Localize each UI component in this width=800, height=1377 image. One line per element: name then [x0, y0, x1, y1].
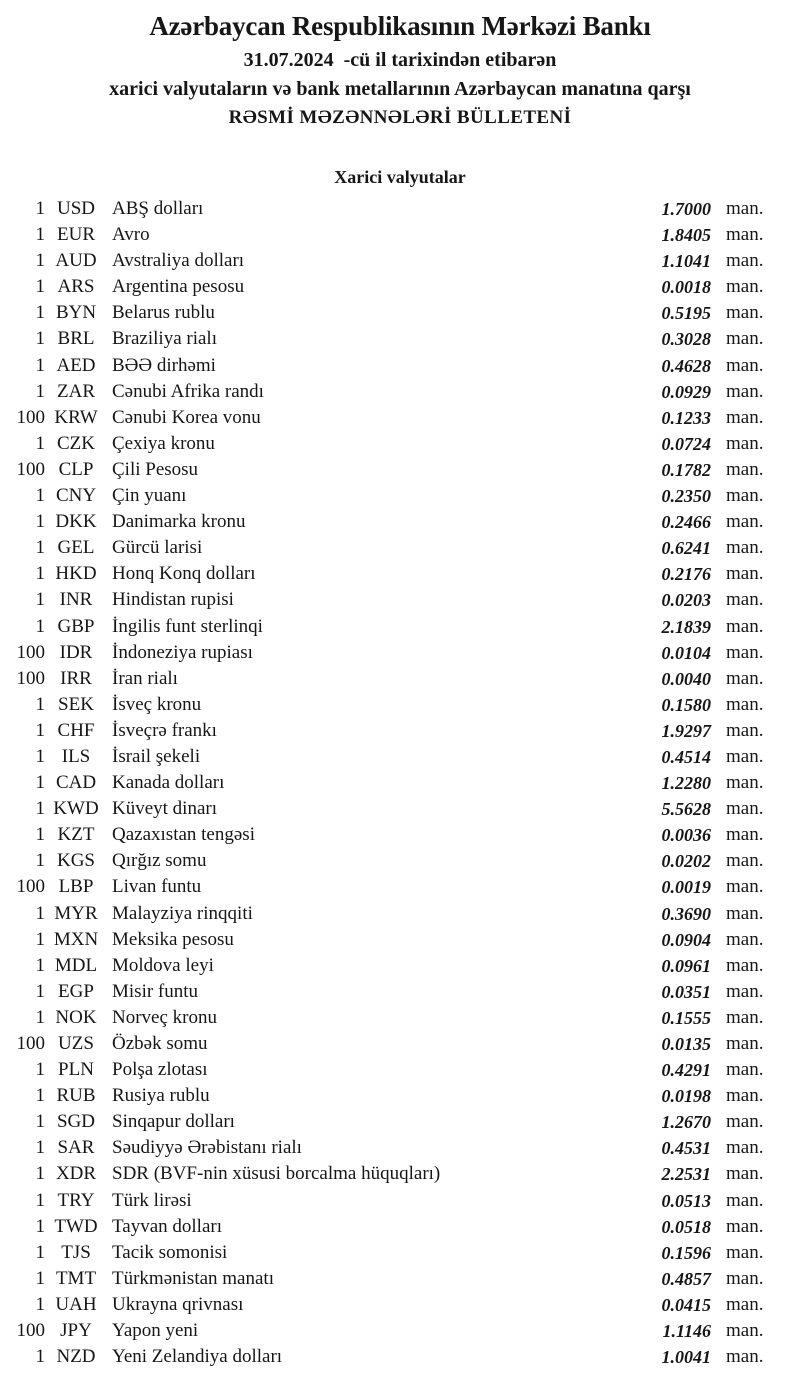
table-row — [0, 927, 800, 953]
currency-code: DKK — [55, 511, 97, 533]
currency-name: Cənubi Korea vonu — [112, 406, 261, 428]
rate-unit: man. — [726, 1033, 764, 1054]
rate-value: 0.4857 — [661, 1268, 711, 1289]
currency-name: Braziliya rialı — [112, 328, 217, 350]
currency-code: IRR — [60, 667, 92, 689]
currency-code: CLP — [58, 458, 94, 480]
currency-name: Avstraliya dolları — [112, 250, 245, 272]
currency-name: Misir funtu — [112, 980, 199, 1002]
currency-name: Çexiya kronu — [112, 432, 215, 454]
rate-value: 1.1041 — [661, 251, 711, 272]
rate-value: 0.0135 — [661, 1034, 711, 1054]
table-row — [0, 822, 800, 848]
quantity: 1 — [35, 563, 45, 585]
table-row — [0, 1214, 800, 1240]
quantity: 100 — [16, 1033, 45, 1054]
rate-value: 0.4531 — [661, 1138, 711, 1159]
table-row — [0, 535, 800, 561]
rate-value: 1.7000 — [661, 199, 711, 219]
rate-unit: man. — [726, 850, 764, 872]
quantity: 1 — [35, 719, 45, 741]
quantity: 1 — [35, 980, 45, 1002]
rate-unit: man. — [726, 719, 764, 741]
rate-unit: man. — [726, 1085, 764, 1107]
rate-unit: man. — [726, 745, 764, 767]
rate-unit: man. — [726, 224, 764, 246]
currency-name: Gürcü larisi — [112, 537, 203, 559]
currency-name: Moldova leyi — [112, 954, 214, 976]
quantity: 1 — [35, 1059, 45, 1081]
rate-value: 0.0202 — [661, 851, 711, 872]
table-row — [0, 1188, 800, 1214]
rate-value: 2.1839 — [661, 616, 711, 637]
quantity: 1 — [35, 1006, 45, 1028]
rate-value: 0.3690 — [661, 903, 711, 924]
quantity: 1 — [35, 511, 45, 533]
table-row — [0, 979, 800, 1005]
rate-unit: man. — [726, 772, 764, 794]
currency-name: İndoneziya rupiası — [112, 641, 253, 663]
currency-code: AED — [56, 354, 96, 376]
rate-value: 0.1580 — [661, 694, 711, 715]
table-row — [0, 196, 800, 222]
currency-code: KWD — [53, 798, 99, 820]
quantity: 100 — [16, 406, 45, 428]
currency-code: BRL — [57, 328, 95, 350]
table-row — [0, 457, 800, 483]
currency-code: ZAR — [57, 380, 95, 402]
rate-unit: man. — [726, 1006, 764, 1028]
currency-name: Cənubi Afrika randı — [112, 380, 264, 402]
currency-code: ARS — [57, 276, 95, 298]
rate-value: 0.0351 — [661, 981, 711, 1002]
currency-code: MYR — [54, 902, 98, 924]
rate-value: 0.4514 — [661, 746, 711, 767]
rate-unit: man. — [726, 380, 764, 402]
rate-value: 1.1146 — [662, 1321, 711, 1342]
quantity: 1 — [35, 380, 45, 402]
bulletin-title: RƏSMİ MƏZƏNNƏLƏRİ BÜLLETENİ — [228, 107, 572, 128]
rate-value: 0.0961 — [661, 955, 711, 976]
rate-value: 1.8405 — [661, 225, 711, 246]
currency-name: Meksika pesosu — [112, 928, 234, 950]
currency-code: EGP — [58, 980, 94, 1002]
rate-unit: man. — [726, 1241, 764, 1263]
currency-name: Avro — [112, 224, 150, 246]
currency-name: Kanada dolları — [112, 772, 225, 794]
table-row — [0, 326, 800, 352]
rate-value: 0.1596 — [661, 1242, 711, 1263]
currency-code: CAD — [55, 772, 97, 794]
currency-name: Hindistan rupisi — [112, 589, 234, 611]
quantity: 1 — [35, 224, 45, 246]
currency-code: SGD — [56, 1111, 95, 1133]
currency-code: CZK — [57, 432, 95, 454]
currency-name: Livan funtu — [112, 876, 202, 898]
currency-name: Ukrayna qrivnası — [112, 1293, 244, 1315]
currency-code: SEK — [58, 693, 94, 715]
currency-code: TRY — [57, 1189, 95, 1211]
quantity: 100 — [16, 667, 45, 689]
table-row — [0, 405, 800, 431]
rate-unit: man. — [726, 302, 764, 324]
quantity: 1 — [35, 589, 45, 611]
rate-unit: man. — [726, 902, 764, 924]
rate-value: 0.0518 — [661, 1216, 711, 1237]
rate-value: 5.5628 — [661, 799, 711, 820]
rate-unit: man. — [726, 276, 764, 298]
quantity: 100 — [16, 876, 45, 898]
quantity: 1 — [35, 1111, 45, 1133]
rate-unit: man. — [726, 458, 764, 480]
table-row — [0, 1135, 800, 1161]
quantity: 1 — [35, 250, 45, 272]
currency-code: SAR — [57, 1137, 95, 1159]
currency-name: İngilis funt sterlinqi — [112, 615, 263, 637]
currency-name: Yeni Zelandiya dolları — [112, 1346, 283, 1368]
currency-code: RUB — [56, 1085, 96, 1107]
currency-code: LBP — [58, 876, 94, 898]
section-title-foreign-currencies: Xarici valyutalar — [334, 167, 466, 187]
table-row — [0, 561, 800, 587]
currency-name: Qırğız somu — [112, 850, 207, 872]
rate-value: 0.5195 — [661, 303, 711, 324]
quantity: 1 — [35, 432, 45, 454]
rate-unit: man. — [726, 432, 764, 454]
table-row — [0, 274, 800, 300]
currency-code: BYN — [55, 302, 97, 324]
currency-name: Qazaxıstan tengəsi — [112, 824, 255, 846]
currency-code: GEL — [57, 537, 95, 559]
table-row — [0, 901, 800, 927]
currency-code: JPY — [60, 1320, 92, 1342]
table-row — [0, 718, 800, 744]
currency-code: KRW — [54, 406, 98, 428]
quantity: 1 — [35, 615, 45, 637]
currency-code: KGS — [56, 850, 95, 872]
rate-unit: man. — [726, 354, 764, 376]
rate-value: 1.0041 — [661, 1347, 711, 1368]
currency-code: GBP — [57, 615, 95, 637]
quantity: 1 — [35, 745, 45, 767]
currency-code: IDR — [59, 641, 93, 663]
rate-unit: man. — [726, 954, 764, 976]
quantity: 1 — [35, 537, 45, 559]
currency-name: ABŞ dolları — [112, 198, 204, 219]
quantity: 1 — [35, 954, 45, 976]
quantity: 1 — [35, 276, 45, 298]
bank-name-title: Azərbaycan Respublikasının Mərkəzi Bankı — [149, 11, 651, 41]
rate-value: 0.4291 — [661, 1060, 711, 1081]
quantity: 1 — [35, 1189, 45, 1211]
currency-name: Honq Konq dolları — [112, 563, 256, 585]
quantity: 100 — [16, 641, 45, 663]
rate-unit: man. — [726, 980, 764, 1002]
quantity: 1 — [35, 1293, 45, 1315]
rate-unit: man. — [726, 406, 764, 428]
currency-code: XDR — [55, 1163, 97, 1185]
rate-unit: man. — [726, 589, 764, 611]
rate-unit: man. — [726, 876, 764, 898]
quantity: 1 — [35, 1346, 45, 1368]
rate-unit: man. — [726, 537, 764, 559]
quantity: 1 — [35, 302, 45, 324]
currency-code: TWD — [54, 1215, 98, 1237]
currency-name: Çin yuanı — [112, 485, 187, 507]
rate-value: 1.2670 — [661, 1112, 711, 1133]
table-row — [0, 587, 800, 613]
currency-code: TMT — [55, 1267, 97, 1289]
rate-value: 0.1233 — [661, 407, 711, 428]
rate-value: 0.0018 — [661, 277, 711, 298]
quantity: 1 — [35, 198, 45, 219]
table-row — [0, 692, 800, 718]
currency-name: Argentina pesosu — [112, 276, 245, 298]
rate-value: 0.0040 — [661, 668, 711, 689]
currency-code: CHF — [57, 719, 95, 741]
rate-unit: man. — [726, 563, 764, 585]
currency-code: AUD — [55, 250, 97, 272]
currency-code: INR — [59, 589, 93, 611]
rate-unit: man. — [726, 641, 764, 663]
quantity: 100 — [16, 1320, 45, 1342]
table-row — [0, 848, 800, 874]
table-row — [0, 614, 800, 640]
quantity: 1 — [35, 1137, 45, 1159]
currency-code: KZT — [57, 824, 95, 846]
bulletin-header — [0, 0, 800, 132]
quantity: 1 — [35, 928, 45, 950]
rate-value: 0.2350 — [661, 486, 711, 507]
rate-unit: man. — [726, 1189, 764, 1211]
rate-value: 0.0415 — [661, 1294, 711, 1315]
table-row — [0, 666, 800, 692]
quantity: 1 — [35, 693, 45, 715]
table-row — [0, 796, 800, 822]
currency-name: BƏƏ dirhəmi — [112, 354, 216, 376]
quantity: 1 — [35, 1085, 45, 1107]
table-row — [0, 509, 800, 535]
currency-name: SDR (BVF-nin xüsusi borcalma hüquqları) — [112, 1163, 441, 1185]
quantity: 1 — [35, 1163, 45, 1185]
table-row — [0, 1344, 800, 1370]
currency-name: Tacik somonisi — [112, 1241, 228, 1263]
rate-unit: man. — [726, 1163, 764, 1185]
rate-value: 0.0036 — [661, 825, 711, 846]
currency-name: Özbək somu — [112, 1033, 208, 1054]
rate-value: 0.0929 — [661, 381, 711, 402]
rate-value: 2.2531 — [661, 1164, 711, 1185]
rate-unit: man. — [726, 1293, 764, 1315]
quantity: 1 — [35, 902, 45, 924]
rate-unit: man. — [726, 511, 764, 533]
rate-value: 0.0104 — [661, 642, 711, 663]
quantity: 100 — [16, 458, 45, 480]
currency-name: Səudiyyə Ərəbistanı rialı — [112, 1137, 302, 1159]
quantity: 1 — [35, 824, 45, 846]
rate-value: 0.0198 — [661, 1086, 711, 1107]
rate-value: 0.3028 — [661, 329, 711, 350]
rate-value: 0.0019 — [661, 877, 711, 898]
currency-name: İran rialı — [112, 667, 178, 689]
currency-name: Sinqapur dolları — [112, 1111, 235, 1133]
rate-unit: man. — [726, 928, 764, 950]
rate-value: 0.2176 — [661, 564, 711, 585]
table-row — [0, 1318, 800, 1344]
currency-code: EUR — [57, 224, 95, 246]
currency-code: USD — [56, 198, 95, 219]
rate-value: 0.6241 — [661, 538, 711, 559]
rate-value: 0.1782 — [661, 459, 711, 480]
rate-value: 0.2466 — [661, 512, 711, 533]
table-row — [0, 1083, 800, 1109]
currency-code: NZD — [56, 1346, 96, 1368]
currency-name: İsveç kronu — [112, 693, 202, 715]
rate-value: 0.4628 — [661, 355, 711, 376]
rate-unit: man. — [726, 1346, 764, 1368]
rates-table — [0, 196, 800, 1370]
currency-name: Malayziya rinqqiti — [112, 902, 253, 924]
quantity: 1 — [35, 850, 45, 872]
rate-unit: man. — [726, 1320, 764, 1342]
currency-code: PLN — [58, 1059, 94, 1081]
rate-unit: man. — [726, 1267, 764, 1289]
rate-unit: man. — [726, 1215, 764, 1237]
effective-date-line: 31.07.2024 -cü il tarixindən etibarən — [243, 49, 557, 71]
table-row — [0, 640, 800, 666]
rate-unit: man. — [726, 485, 764, 507]
rate-value: 0.1555 — [661, 1007, 711, 1028]
table-row — [0, 770, 800, 796]
table-row — [0, 953, 800, 979]
rate-value: 1.9297 — [661, 720, 711, 741]
rate-unit: man. — [726, 198, 764, 219]
rate-value: 0.0904 — [661, 929, 711, 950]
currency-code: TJS — [61, 1241, 91, 1263]
table-row — [0, 300, 800, 326]
table-row — [0, 1161, 800, 1187]
table-row — [0, 1240, 800, 1266]
rate-unit: man. — [726, 328, 764, 350]
rate-unit: man. — [726, 667, 764, 689]
rate-value: 0.0724 — [661, 433, 711, 454]
table-row — [0, 1266, 800, 1292]
currency-name: Küveyt dinarı — [112, 798, 218, 820]
currency-name: Polşa zlotası — [112, 1059, 208, 1081]
currency-code: HKD — [55, 563, 97, 585]
currency-code: UZS — [58, 1033, 94, 1054]
quantity: 1 — [35, 1241, 45, 1263]
rate-unit: man. — [726, 1059, 764, 1081]
quantity: 1 — [35, 354, 45, 376]
currency-name: Türk lirəsi — [112, 1189, 192, 1211]
rate-unit: man. — [726, 824, 764, 846]
rate-unit: man. — [726, 250, 764, 272]
currency-name: Danimarka kronu — [112, 511, 246, 533]
rate-value: 1.2280 — [661, 773, 711, 794]
rate-unit: man. — [726, 615, 764, 637]
table-row — [0, 1109, 800, 1135]
quantity: 1 — [35, 772, 45, 794]
rate-unit: man. — [726, 798, 764, 820]
currency-code: UAH — [55, 1293, 97, 1315]
quantity: 1 — [35, 1215, 45, 1237]
rate-value: 0.0513 — [661, 1190, 711, 1211]
table-row — [0, 379, 800, 405]
table-row — [0, 1057, 800, 1083]
quantity: 1 — [35, 1267, 45, 1289]
rate-value: 0.0203 — [661, 590, 711, 611]
rate-unit: man. — [726, 693, 764, 715]
currency-name: İsveçrə frankı — [112, 719, 217, 741]
currency-name: Çili Pesosu — [112, 458, 199, 480]
currency-code: CNY — [55, 485, 97, 507]
currency-name: Tayvan dolları — [112, 1215, 222, 1237]
currency-code: NOK — [55, 1006, 97, 1028]
rate-unit: man. — [726, 1111, 764, 1133]
table-row — [0, 222, 800, 248]
table-row — [0, 1292, 800, 1318]
bulletin-subtitle: xarici valyutaların və bank metallarının Azərbaycan manatına qarşı — [109, 78, 691, 100]
quantity: 1 — [35, 798, 45, 820]
rate-unit: man. — [726, 1137, 764, 1159]
quantity: 1 — [35, 328, 45, 350]
currency-code: MDL — [54, 954, 98, 976]
currency-code: ILS — [61, 745, 91, 767]
currency-name: Türkmənistan manatı — [112, 1267, 274, 1289]
table-row — [0, 248, 800, 274]
table-row — [0, 1031, 800, 1057]
table-row — [0, 874, 800, 900]
currency-name: İsrail şekeli — [112, 745, 201, 767]
table-row — [0, 353, 800, 379]
table-row — [0, 744, 800, 770]
quantity: 1 — [35, 485, 45, 507]
currency-name: Belarus rublu — [112, 302, 215, 324]
table-row — [0, 483, 800, 509]
currency-code: MXN — [53, 928, 99, 950]
currency-name: Rusiya rublu — [112, 1085, 210, 1107]
table-row — [0, 1005, 800, 1031]
currency-name: Yapon yeni — [112, 1320, 199, 1342]
table-row — [0, 431, 800, 457]
currency-name: Norveç kronu — [112, 1006, 217, 1028]
